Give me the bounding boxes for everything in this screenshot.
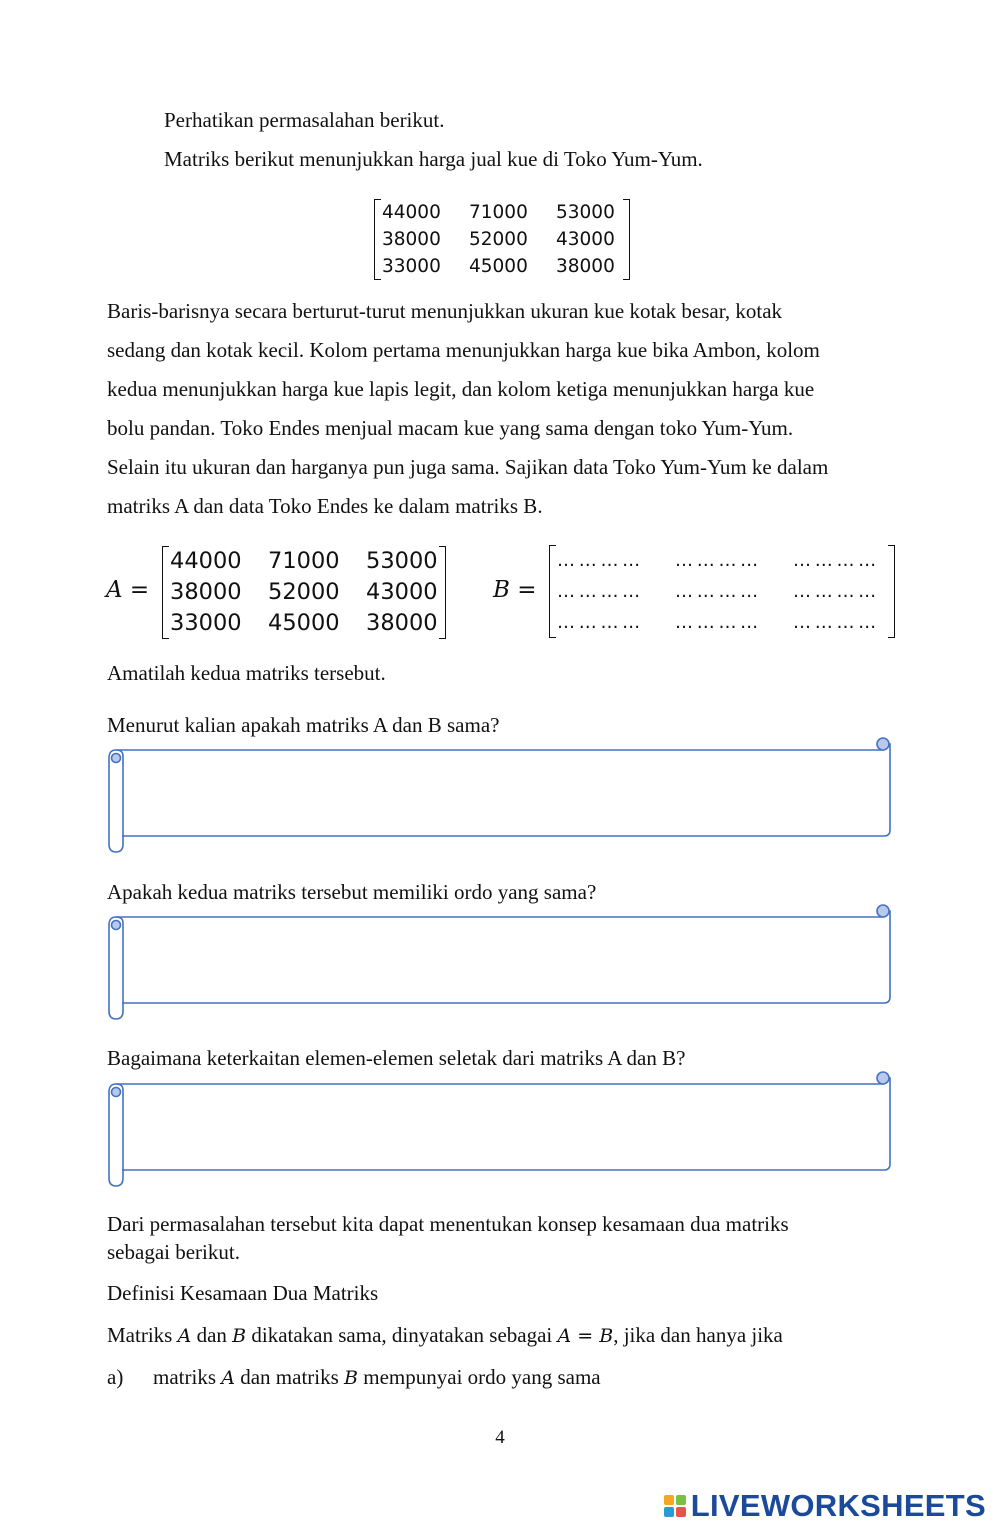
question-2-text: Apakah kedua matriks tersebut memiliki ordo yang sama? [107,880,597,904]
matrix-cell: 38000 [556,256,615,277]
matrix-cell: … … … … [675,550,758,571]
scroll-frame [104,903,896,1021]
paragraph-line: matriks A dan data Toko Endes ke dalam matriks B. [107,494,543,518]
matrix-row [170,608,438,639]
matrix-cell: … … … … [793,612,876,633]
right-bracket [439,546,446,639]
definition-text: dan [191,1323,233,1347]
definition-text: Matriks [107,1323,178,1347]
paragraph-line: bolu pandan. Toko Endes menjual macam kue yang sama dengan toko Yum-Yum. [107,416,794,440]
matrix-cell: 33000 [170,610,242,636]
matrix-b-label: B = [493,577,537,603]
right-bracket [888,545,895,638]
matrix-cell: 43000 [366,579,438,605]
item-a-text [153,1358,601,1398]
left-bracket [162,546,169,639]
matrix-row [557,545,887,576]
matrix-cell: … … … … [675,612,758,633]
matrix-cell: 38000 [366,610,438,636]
item-a-marker: a) [107,1365,124,1389]
matrix-cell: 38000 [170,579,242,605]
matrix-b [557,545,887,638]
matrix-cell: 52000 [469,229,528,250]
right-bracket [623,199,630,280]
matrix-cell: 44000 [170,548,242,574]
paragraph-line: sedang dan kotak kecil. Kolom pertama menunjukkan harga kue bika Ambon, kolom [107,338,820,362]
matrix-row [557,607,887,638]
matrix-cell: 53000 [366,548,438,574]
matrix-a [170,546,438,639]
matrix-cell: … … … … [557,612,640,633]
paragraph-line: Selain itu ukuran dan harganya pun juga sama. Sajikan data Toko Yum-Yum ke dalam [107,455,829,479]
matrix-cell: … … … … [793,550,876,571]
question-3-text: Bagaimana keterkaitan elemen-elemen seletak dari matriks A dan B? [107,1046,686,1070]
page-number: 4 [495,1427,505,1448]
left-bracket [549,545,556,638]
item-text: mempunyai ordo yang sama [358,1365,601,1389]
math-symbol: B [232,1325,247,1347]
matrix-cell: 33000 [382,256,441,277]
matrix-cell: 45000 [469,256,528,277]
scroll-frame [104,1070,896,1188]
logo-grid-icon [664,1495,686,1517]
definition-text: , jika dan hanya jika [613,1323,783,1347]
intro-line-2: Matriks berikut menunjukkan harga jual kue di Toko Yum-Yum. [164,147,703,171]
matrix-cell: … … … … [793,581,876,602]
paragraph-line: Baris-barisnya secara berturut-turut menunjukkan ukuran kue kotak besar, kotak [107,299,783,323]
matrix-cell: 45000 [268,610,340,636]
problem-paragraph [107,292,893,526]
matrix-row [170,546,438,577]
conclusion-paragraph [107,1210,893,1266]
matrix-a-label: A = [106,577,150,603]
logo-square [664,1507,674,1517]
matrix-cell: … … … … [557,581,640,602]
answer-box-2[interactable] [104,903,896,1021]
intro-line-1: Perhatikan permasalahan berikut. [164,108,445,132]
answer-box-1[interactable] [104,736,896,854]
matrix-cell: … … … … [675,581,758,602]
math-symbol: A [221,1367,235,1389]
matrix-cell: 71000 [268,548,340,574]
matrix-row [382,253,622,280]
matrix-cell: 44000 [382,202,441,223]
matrix-row [382,226,622,253]
paragraph-line: Dari permasalahan tersebut kita dapat menentukan konsep kesamaan dua matriks [107,1212,789,1236]
math-symbol: A [177,1325,192,1347]
brand-name: LIVEWORKSHEETS [690,1488,986,1523]
observe-text: Amatilah kedua matriks tersebut. [107,661,386,685]
definition-text: dikatakan sama, dinyatakan sebagai [246,1323,558,1347]
matrix-cell: 52000 [268,579,340,605]
left-bracket [374,199,381,280]
matrix-cell: … … … … [557,550,640,571]
definition-title: Definisi Kesamaan Dua Matriks [107,1281,379,1305]
scroll-frame [104,736,896,854]
question-1-text: Menurut kalian apakah matriks A dan B sama? [107,713,500,737]
item-text: matriks [153,1365,222,1389]
matrix-row [170,577,438,608]
paragraph-line: sebagai berikut. [107,1240,240,1264]
matrix-cell: 53000 [556,202,615,223]
price-matrix [382,199,622,280]
matrix-row [557,576,887,607]
logo-square [676,1495,686,1505]
logo-square [664,1495,674,1505]
matrix-row [382,199,622,226]
matrix-cell: 43000 [556,229,615,250]
definition-statement [107,1316,783,1356]
paragraph-line: kedua menunjukkan harga kue lapis legit, dan kolom ketiga menunjukkan harga kue [107,377,815,401]
math-equation: A = B [557,1325,614,1347]
matrix-cell: 38000 [382,229,441,250]
item-text: dan matriks [234,1365,345,1389]
answer-box-3[interactable] [104,1070,896,1188]
matrix-cell: 71000 [469,202,528,223]
math-symbol: B [344,1367,359,1389]
brand-logo[interactable] [664,1486,986,1526]
logo-square [676,1507,686,1517]
